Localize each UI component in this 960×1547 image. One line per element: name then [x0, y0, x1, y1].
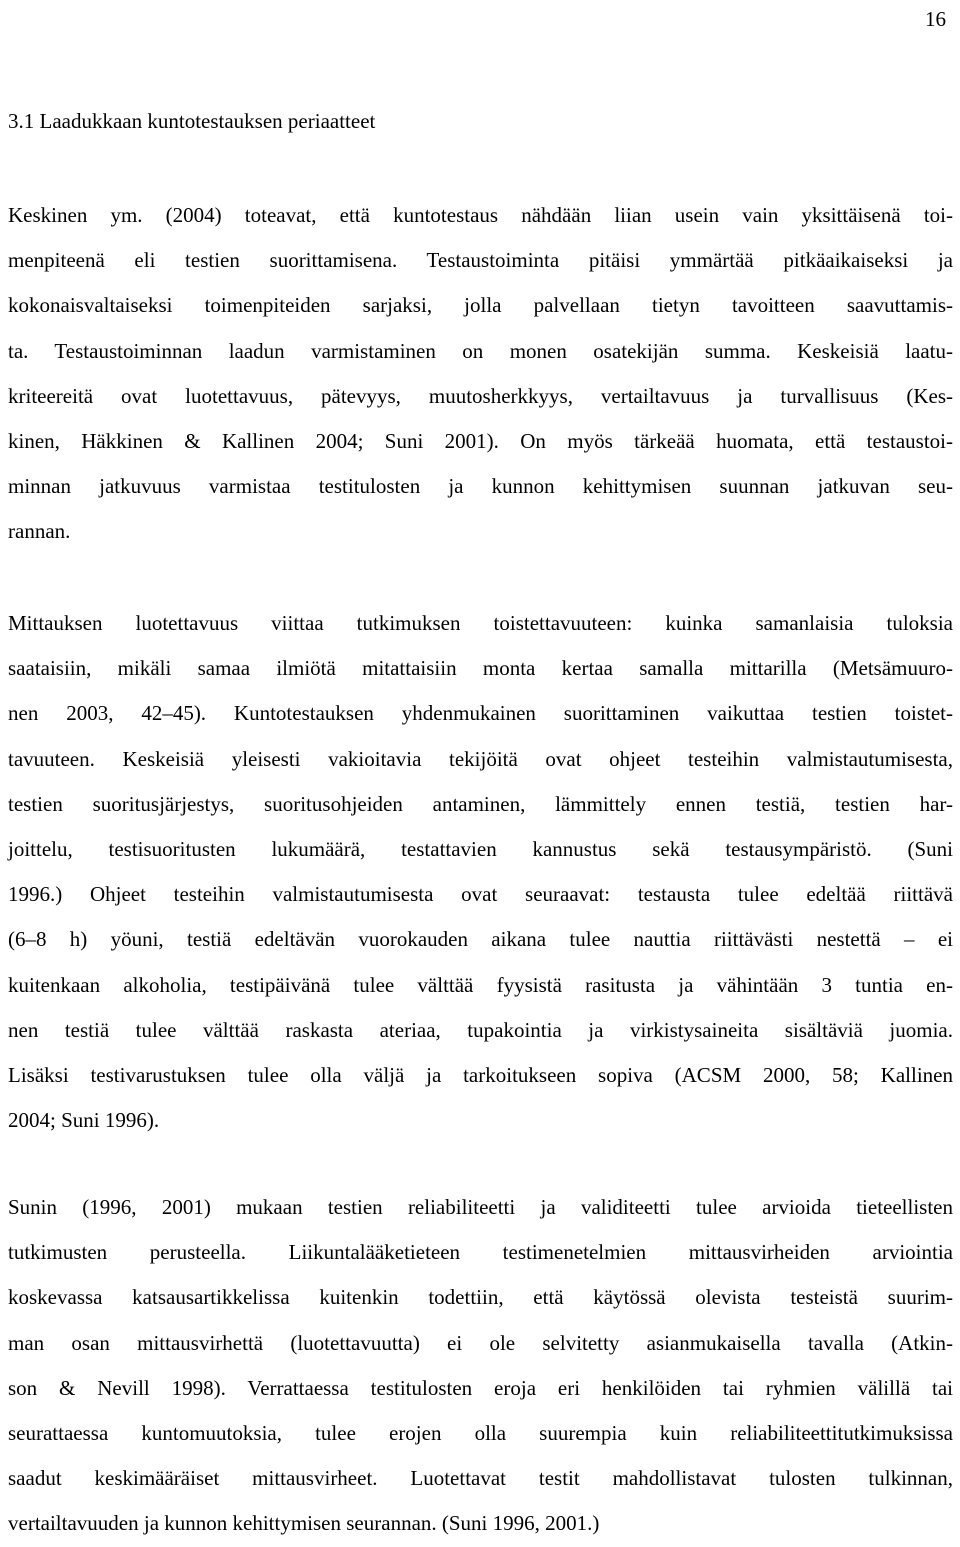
text-line: Keskinen ym. (2004) toteavat, että kuntotestaus nähdään liian usein vain yksittäisenä toi-	[8, 203, 953, 227]
text-line: man osan mittausvirhettä (luotettavuutta) ei ole selvitetty asianmukaisella tavalla (Atkin-	[8, 1330, 953, 1355]
text-line: kuitenkaan alkoholia, testipäivänä tulee välttää fyysistä rasitusta ja vähintään 3 tuntia en-	[8, 972, 953, 997]
text-line: nen testiä tulee välttää raskasta ateriaa, tupakointia ja virkistysaineita sisältäviä juomia.	[8, 1017, 953, 1042]
text-line: ta. Testaustoiminnan laadun varmistaminen on monen osatekijän summa. Keskeisiä laatu-	[8, 338, 953, 363]
text-line: kokonaisvaltaiseksi toimenpiteiden sarjaksi, jolla palvellaan tietyn tavoitteen saavuttamis-	[8, 293, 953, 318]
text-line: saadut keskimääräiset mittausvirheet. Luotettavat testit mahdollistavat tulosten tulkinnan,	[8, 1466, 953, 1491]
text-line: kriteereitä ovat luotettavuus, pätevyys, muutosherkkyys, vertailtavuus ja turvallisuus (Kes-	[8, 383, 953, 408]
text-line: menpiteenä eli testien suorittamisena. Testaustoiminta pitäisi ymmärtää pitkäaikaiseksi ja	[8, 248, 953, 273]
paragraph-3	[8, 1185, 953, 1547]
page-number: 16	[925, 7, 946, 31]
paragraph-2	[8, 601, 953, 1143]
text-line: 1996.) Ohjeet testeihin valmistautumisesta ovat seuraavat: testausta tulee edeltää riittävä	[8, 882, 953, 907]
text-line: vertailtavuuden ja kunnon kehittymisen seurannan. (Suni 1996, 2001.)	[8, 1511, 600, 1536]
paragraph-1	[8, 193, 953, 555]
section-heading: 3.1 Laadukkaan kuntotestauksen periaatteet	[8, 109, 376, 133]
text-line: Mittauksen luotettavuus viittaa tutkimuksen toistettavuuteen: kuinka samanlaisia tuloksia	[8, 611, 953, 635]
text-line: Sunin (1996, 2001) mukaan testien reliabiliteetti ja validiteetti tulee arvioida tieteellisten	[8, 1195, 953, 1219]
text-line: joittelu, testisuoritusten lukumäärä, testattavien kannustus sekä testausympäristö. (Suni	[8, 836, 953, 861]
text-line: minnan jatkuvuus varmistaa testitulosten ja kunnon kehittymisen suunnan jatkuvan seu-	[8, 474, 953, 499]
text-line: (6–8 h) yöuni, testiä edeltävän vuorokauden aikana tulee nauttia riittävästi nestettä – ei	[8, 927, 953, 952]
text-line: rannan.	[8, 519, 71, 544]
text-line: son & Nevill 1998). Verrattaessa testitulosten eroja eri henkilöiden tai ryhmien välillä tai	[8, 1375, 953, 1400]
text-line: Lisäksi testivarustuksen tulee olla väljä ja tarkoitukseen sopiva (ACSM 2000, 58; Kallinen	[8, 1062, 953, 1087]
text-line: kinen, Häkkinen & Kallinen 2004; Suni 2001). On myös tärkeää huomata, että testaustoi-	[8, 428, 953, 453]
text-line: seurattaessa kuntomuutoksia, tulee erojen olla suurempia kuin reliabiliteettitutkimuksissa	[8, 1420, 953, 1445]
text-line: saataisiin, mikäli samaa ilmiötä mitattaisiin monta kertaa samalla mittarilla (Metsämuuro-	[8, 656, 953, 681]
text-line: tavuuteen. Keskeisiä yleisesti vakioitavia tekijöitä ovat ohjeet testeihin valmistautumisesta,	[8, 746, 953, 771]
text-line: tutkimusten perusteella. Liikuntalääketieteen testimenetelmien mittausvirheiden arviointia	[8, 1240, 953, 1265]
text-line: 2004; Suni 1996).	[8, 1108, 160, 1133]
text-line: testien suoritusjärjestys, suoritusohjeiden antaminen, lämmittely ennen testiä, testien har-	[8, 791, 953, 816]
text-line: koskevassa katsausartikkelissa kuitenkin todettiin, että käytössä olevista testeistä suurim-	[8, 1285, 953, 1310]
text-line: nen 2003, 42–45). Kuntotestauksen yhdenmukainen suorittaminen vaikuttaa testien toistet-	[8, 701, 953, 726]
